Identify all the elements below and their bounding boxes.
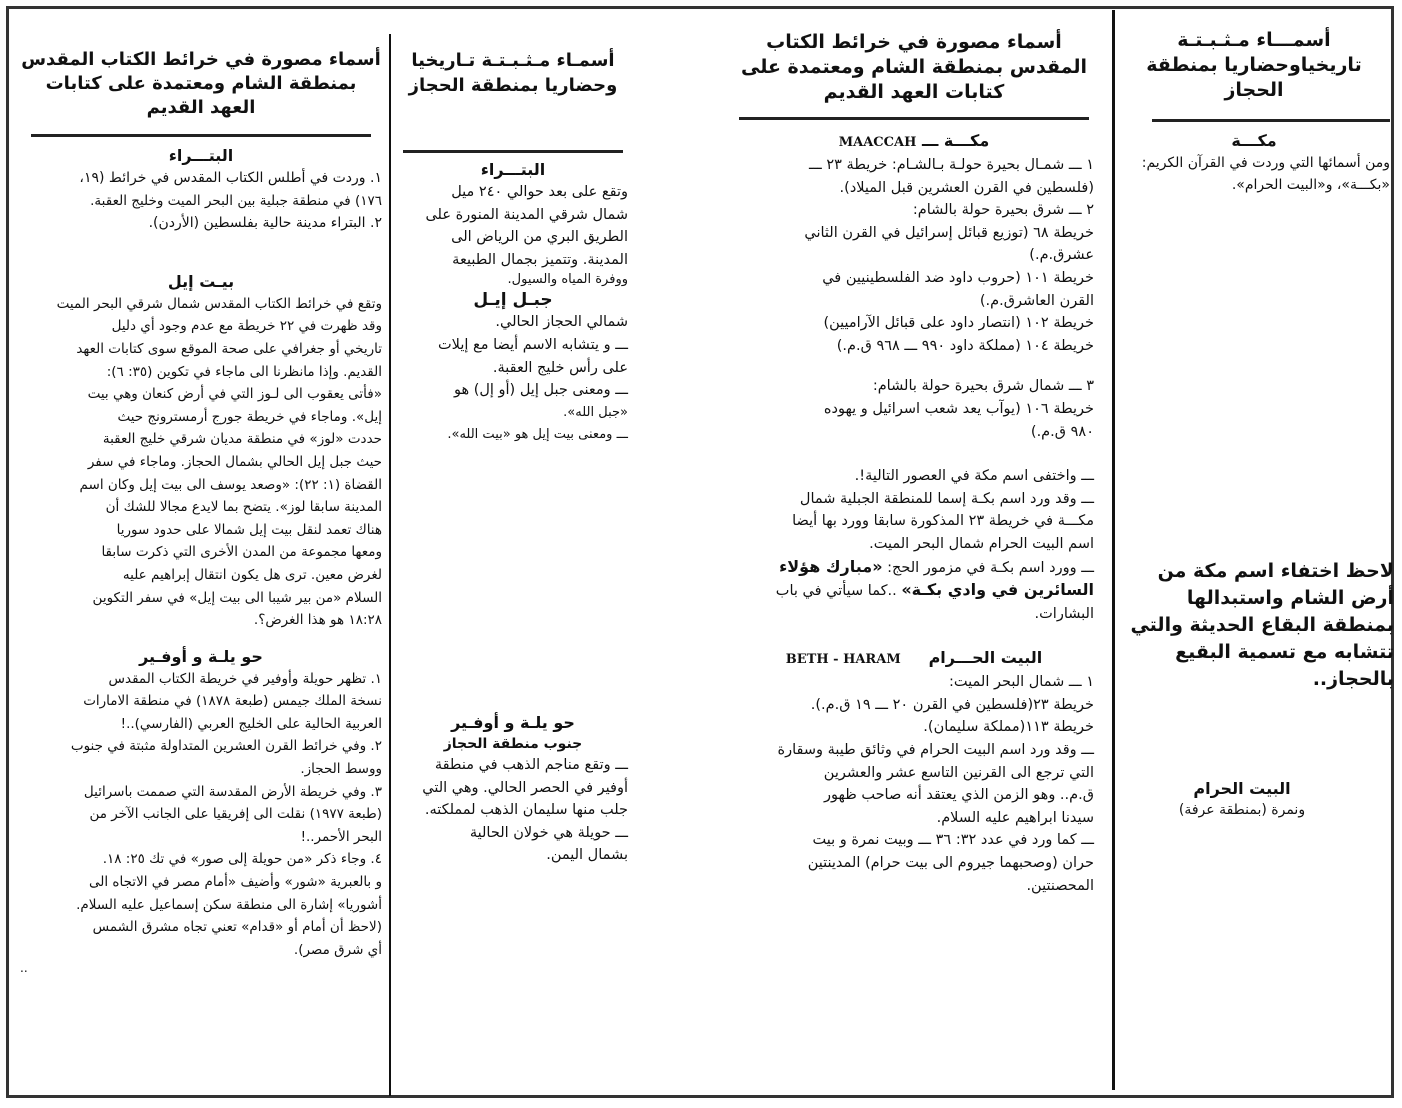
right-table-divider <box>1112 10 1115 1090</box>
mecca-disappearance <box>734 465 1094 625</box>
text-line: ١. تظهر حويلة وأوفير في خريطة الكتاب المقدس <box>108 670 382 687</box>
psalm-paragraph <box>734 556 1094 626</box>
havilah-levant-title: حو يلـة و أوفـير <box>139 646 263 666</box>
text-line: الطريق البري من الرياض الى <box>451 229 628 246</box>
text-line: ـــ وتقع مناجم الذهب في منطقة <box>434 757 628 773</box>
text-line: «فأتى يعقوب الى لـوز التي في أرض كنعان وهي بيت <box>87 386 382 403</box>
text-line: العربية الحالية على الخليج العربي (الفارسي)..! <box>120 715 382 732</box>
mecca-latin-name: MAACCAH <box>838 135 917 150</box>
text-line: و بالعبرية «شور» وأضيف «أمام مصر في الاتجاه الى <box>89 874 382 891</box>
left-levant-header: أسماء مصورة في خرائط الكتاب المقدس بمنطقة الشام ومعتمدة على كتابات العهد القديم <box>21 49 381 118</box>
right-levant-header: أسماء مصورة في خرائط الكتاب المقدس بمنطقة الشام ومعتمدة على كتابات العهد القديم <box>740 31 1088 103</box>
text-line: المحصنتين. <box>1026 877 1094 894</box>
trailing-mark: .. <box>20 961 28 976</box>
text-line: اسم البيت الحرام شمال البحر الميت. <box>869 535 1094 552</box>
text-line: ووسط الحجاز. <box>300 761 382 778</box>
text-line: خريطة ١٠٦ (يوآب يعد شعب اسرائيل و يهوده <box>823 400 1094 417</box>
text-line: خريطة ١٠٤ (مملكة داود ٩٩٠ ـــ ٩٦٨ ق.م.) <box>836 337 1094 354</box>
text-line: تاريخي أو جغرافي على صحة الموقع سوى كتابات العهد <box>76 340 382 357</box>
text-line: نسخة الملك جيمس (طبعة ١٨٧٨) في منطقة الامارات <box>83 693 382 710</box>
text-line: ١ ـــ شمـال بحيرة حولـة بـالشـام: خريطة ٢٣ ـــ <box>809 157 1094 173</box>
header-rule <box>31 134 371 137</box>
text-line: المدينة سابقا لوز». يتضح بما لايدع مجالا للشك أن <box>105 499 382 516</box>
text-line: المدينة. وتتميز بجمال الطبيعة <box>452 251 628 268</box>
text-line: ٢. البتراء مدينة حالية بفلسطين (الأردن). <box>148 215 382 232</box>
left-levant-column <box>20 48 382 975</box>
text-line: خريطة ١١٣(مملكة سليمان). <box>923 719 1094 736</box>
text-line: (فلسطين في القرن العشرين قبل الميلاد). <box>839 179 1094 196</box>
text-line: خريطة ٦٨ (توزيع قبائل إسرائيل في القرن الثاني <box>804 224 1094 241</box>
text-line: أي شرق مصر). <box>293 941 382 958</box>
mecca-hejaz-text: ومن أسمائها التي وردت في القرآن الكريم: «بكـــة»، و«البيت الحرام». <box>1141 155 1390 193</box>
text-line: على رأس خليج العقبة. <box>492 359 628 376</box>
text-line: خريطة ٢٣(فلسطين في القرن ٢٠ ـــ ١٩ ق.م.). <box>810 696 1094 713</box>
left-hejaz-header: أسمـاء مـثـبـتـة تـاريخيا وحضاريا بمنطقة الحجاز <box>408 50 618 96</box>
text-line: حيث جبل إيل الحالي بشمال الحجاز. وماجاء في سفر <box>87 453 382 470</box>
text-line: وتقع في خرائط الكتاب المقدس شمال شرقي البحر الميت <box>56 295 382 312</box>
text-line: شمالي الحجاز الحالي. <box>495 314 628 331</box>
text-line: ١. وردت في أطلس الكتاب المقدس في خرائط (١٩، <box>79 170 382 186</box>
text-line: ١ ـــ شمال البحر الميت: <box>949 674 1094 691</box>
psalm-quote: «مبارك هؤلاء السائرين في وادي بكـة» <box>779 556 1094 600</box>
text-line: جلب منها سليمان الذهب لمملكته. <box>424 802 628 819</box>
text-line: حددت «لوز» في منطقة مديان شرقي خليج العقبة <box>102 431 382 448</box>
text-line: ١٧٦) في منطقة جبلية بين البحر الميت وخليج العقبة. <box>90 192 382 209</box>
text-line: شمال شرقي المدينة المنورة على <box>425 206 628 223</box>
beit-haram-hejaz <box>1122 778 1362 820</box>
text-line: هناك تعمد لنقل بيت إيل شمالا على حدود سوريا <box>116 521 382 538</box>
text-line: ٤. وجاء ذكر «من حويلة إلى صور» في تك ٢٥: ١٨. <box>102 851 382 868</box>
text-line: ـــ واختفى اسم مكة في العصور التالية!. <box>854 468 1094 485</box>
beit-il-text <box>20 293 382 632</box>
havilah-hejaz-sub: جنوب منطقة الحجاز <box>443 736 583 752</box>
mecca-levant-list <box>734 154 1094 357</box>
text-line: أشوريا» إشارة الى منطقة سكن إسماعيل عليه السلام. <box>76 896 382 913</box>
header-rule <box>403 150 623 153</box>
text-line: إيل». وماجاء في خريطة جورج أرمسترونج حيث <box>117 408 382 425</box>
text-line: (لاحظ أن أمام أو «قدام» تعني تجاه مشرق الشمس <box>92 919 382 936</box>
text-line: ٩٨٠ ق.م.) <box>1030 423 1094 440</box>
havilah-hejaz-title: حو يلـة و أوفـير <box>451 713 575 732</box>
text-line: ـــ كما ورد في عدد ٣٢: ٣٦ ـــ وبيت نمرة و بيت <box>812 832 1094 849</box>
text-line: ـــ ومعنى بيت إيل هو «بيت الله». <box>447 427 628 443</box>
mecca-disappearance-note: لاحظ اختفاء اسم مكة من أرض الشام واستبدالها بمنطقة البقاع الحديثة والتي تتشابه مع تسمية البقيع بالحجاز.. <box>1130 560 1394 690</box>
text-line: ـــ ومعنى جبل إيل (أو إل) هو <box>453 382 628 399</box>
text-line: ٢. وفي خرائط القرن العشرين المتداولة مثبتة في جنوب <box>70 738 382 755</box>
beit-haram-levant-title <box>734 647 1094 671</box>
text-line: البحر الأحمر..! <box>300 828 382 845</box>
right-levant-column <box>734 30 1094 897</box>
text-line: ٢ ـــ شرق بحيرة حولة بالشام: <box>912 202 1094 219</box>
text-line: القديم. وإذا مانظرنا الى ماجاء في تكوين (٣٥: ٦): <box>106 363 382 380</box>
text-line: خريطة ١٠١ (حروب داود ضد الفلسطينيين في <box>822 269 1094 286</box>
havilah-levant-text <box>20 668 382 976</box>
header-rule <box>1152 119 1390 122</box>
left-table-divider <box>389 34 391 1096</box>
text-line: القرن العاشرق.م.) <box>979 292 1094 309</box>
text-line: عشرق.م.) <box>1029 247 1094 264</box>
beit-haram-levant-list <box>734 671 1094 897</box>
text-line: ـــ وقد ورد اسم بكـة إسما للمنطقة الجبلية شمال <box>799 490 1094 507</box>
beit-haram-latin-name: BETH - HARAM <box>785 652 901 668</box>
mecca-levant-title <box>734 130 1094 154</box>
psalm-tail: ..كما سيأتي في باب البشارات. <box>775 583 1094 622</box>
text-line: لغرض معين. ترى هل يكون انتقال إبراهيم عليه <box>122 566 382 583</box>
beit-haram-sub: ونمرة (بمنطقة عرفة) <box>1178 802 1306 818</box>
havilah-hejaz <box>398 712 628 867</box>
text-line: ١٨:٢٨ هو هذا الغرض؟. <box>253 612 382 629</box>
text-line: القضاة (١: ٢٢): «وصعد يوسف الى بيت إيل وكان اسم <box>79 476 382 493</box>
text-line: السلام «من بير شيبا الى بيت إيل» في سفر التكوين <box>92 589 382 606</box>
mecca-levant-list-3 <box>734 375 1094 443</box>
text-line: ووفرة المياه والسيول. <box>507 272 628 288</box>
text-line: (طبعة ١٩٧٧) نقلت الى إفريقيا على الجانب الآخر من <box>89 806 382 823</box>
text-line: مكـــة في خريطة ٢٣ المذكورة سابقا وورد بها أيضا <box>792 513 1094 530</box>
text-line: التي ترجع الى القرنين التاسع عشر والعشرين <box>823 764 1094 781</box>
mecca-levant-name: مكـــة ـــ <box>921 131 990 150</box>
petra-levant-title: البتـــراء <box>168 146 234 165</box>
text-line: «جبل الله». <box>563 404 628 420</box>
psalm-intro: ـــ وورد اسم بكـة في مزمور الحج: <box>882 559 1094 576</box>
text-line: حران (وصحبهما جيروم الى بيت حرام) المدينتين <box>807 855 1094 872</box>
jabal-il-title: جبـل إيـل <box>473 290 553 311</box>
text-line: أوفير في الحصر الحالي. وهي التي <box>422 779 628 796</box>
text-line: وقد ظهرت في ٢٢ خريطة مع عدم وجود أي دليل <box>111 318 382 335</box>
right-hejaz-column <box>1118 28 1390 196</box>
text-line: وتقع على بعد حوالي ٢٤٠ ميل <box>451 184 628 200</box>
right-hejaz-header: أسمـــاء مـثـبـتـة تاريخياوحضاريا بمنطقة الحجاز <box>1146 29 1362 101</box>
text-line: خريطة ١٠٢ (انتصار داود على قبائل الآراميين) <box>823 315 1094 332</box>
beit-haram-title: البيت الحرام <box>1193 779 1291 798</box>
mecca-title: مكـــة <box>1231 131 1277 150</box>
beit-haram-levant-name: البيت الحـــرام <box>928 648 1043 668</box>
text-line: ـــ حويلة هي خولان الحالية <box>469 824 628 841</box>
text-line: سيدنا ابراهيم عليه السلام. <box>936 809 1094 826</box>
petra-hejaz-title: البتـــراء <box>480 160 546 179</box>
text-line: ـــ و يتشابه الاسم أيضا مع إيلات <box>438 336 628 353</box>
text-line: ق.م.. وهو الزمن الذي يعتقد أنه صاحب ظهور <box>824 787 1094 804</box>
text-line: بشمال اليمن. <box>546 847 628 864</box>
right-note <box>1122 558 1394 693</box>
header-rule <box>739 117 1089 120</box>
beit-il-title: بيـت إيل <box>167 271 235 291</box>
text-line: ـــ وقد ورد اسم البيت الحرام في وثائق طيبة وسقارة <box>777 742 1094 759</box>
text-line: ٣. وفي خريطة الأرض المقدسة التي صممت باسرائيل <box>83 783 382 800</box>
text-line: ومعها مجموعة من المدن الأخرى التي ذكرت سابقا <box>101 544 382 561</box>
left-hejaz-column <box>398 48 628 447</box>
text-line: ٣ ـــ شمال شرق بحيرة حولة بالشام: <box>872 378 1094 395</box>
